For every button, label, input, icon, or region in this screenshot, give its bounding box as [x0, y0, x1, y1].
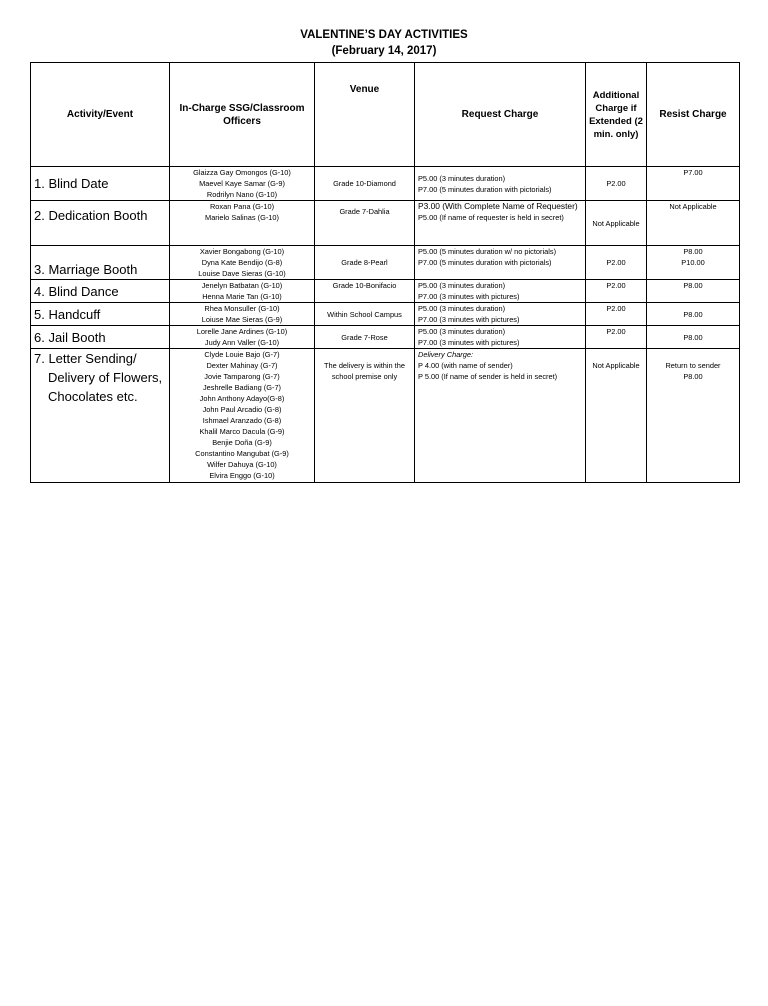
venue-cell: Grade 7-Dahlia — [315, 201, 415, 246]
request-cell — [415, 303, 586, 326]
officer-name: Clyde Louie Bajo (G-7) — [204, 350, 280, 359]
venue-cell: Grade 10-Bonifacio — [315, 280, 415, 303]
request-line: P 5.00 (If name of sender is held in secret) — [418, 372, 558, 381]
header-activity: Activity/Event — [31, 63, 170, 167]
officer-name: Jeshrelle Badiang (G-7) — [202, 383, 282, 392]
table-row — [31, 326, 740, 349]
activities-table — [30, 62, 740, 483]
request-cell — [415, 326, 586, 349]
additional-cell: P2.00 — [586, 303, 647, 326]
resist-cell — [647, 349, 740, 483]
activity-cell: 6. Jail Booth — [31, 326, 170, 349]
venue-cell: The delivery is within the school premise only — [315, 349, 415, 483]
table-row — [31, 349, 740, 483]
header-additional: Additional Charge if Extended (2 min. only) — [586, 63, 647, 167]
activity-cell: 3. Marriage Booth — [31, 246, 170, 280]
officer-name: Lorelle Jane Ardines (G-10) — [196, 327, 288, 336]
officer-name: Maevel Kaye Samar (G-9) — [199, 179, 285, 188]
resist-cell: Not Applicable — [647, 201, 740, 246]
request-line: P7.00 (5 minutes duration with pictorials) — [418, 258, 552, 267]
officer-name: Glaizza Gay Omongos (G-10) — [193, 168, 291, 177]
resist-cell: P8.00 — [647, 280, 740, 303]
officer-name: Dyna Kate Bendijo (G-8) — [201, 258, 283, 267]
resist-cell: P8.00 — [647, 326, 740, 349]
officer-name: John Anthony Adayo(G-8) — [199, 394, 285, 403]
officer-name: Khalil Marco Dacula (G-9) — [199, 427, 285, 436]
table-row — [31, 201, 740, 246]
activity-cell: 4. Blind Dance — [31, 280, 170, 303]
request-line: P7.00 (5 minutes duration with pictorials) — [418, 184, 552, 194]
request-line: P5.00 (5 minutes duration w/ no pictorials) — [418, 247, 557, 256]
officer-name: Rodrilyn Nano (G-10) — [206, 190, 278, 199]
request-cell — [415, 246, 586, 280]
activity-line: 7. Letter Sending/ — [34, 351, 137, 366]
officer-name: Benjie Doña (G-9) — [212, 438, 272, 447]
additional-cell: Not Applicable — [586, 201, 647, 246]
officer-name: Rhea Monsuller (G-10) — [204, 304, 280, 313]
officer-name: Louise Dave Sieras (G-10) — [198, 269, 286, 278]
header-incharge: In-Charge SSG/Classroom Officers — [170, 63, 315, 167]
resist-cell — [647, 246, 740, 280]
officer-name: Elvira Enggo (G-10) — [209, 471, 275, 480]
request-cell — [415, 280, 586, 303]
officer-name: Constantino Mangubat (G-9) — [195, 449, 289, 458]
additional-cell: P2.00 — [586, 280, 647, 303]
activity-cell: 2. Dedication Booth — [31, 201, 170, 246]
venue-cell: Within School Campus — [315, 303, 415, 326]
venue-cell: Grade 7-Rose — [315, 326, 415, 349]
request-line: P7.00 (3 minutes with pictures) — [418, 338, 520, 347]
table-row — [31, 303, 740, 326]
resist-line: P10.00 — [681, 258, 705, 267]
additional-cell: Not Applicable — [586, 349, 647, 483]
request-cell — [415, 201, 586, 246]
header-resist: Resist Charge — [647, 63, 740, 167]
officer-name: Roxan Pana (G-10) — [209, 202, 275, 211]
officers-cell — [170, 349, 315, 483]
request-line: P5.00 (3 minutes duration) — [418, 304, 506, 313]
table-row — [31, 246, 740, 280]
additional-cell: P2.00 — [586, 246, 647, 280]
activity-line: Delivery of Flowers, — [48, 370, 163, 385]
resist-cell: P7.00 — [647, 167, 740, 201]
officers-cell — [170, 246, 315, 280]
officer-name: Judy Ann Valler (G-10) — [204, 338, 280, 347]
request-line: P5.00 (If name of requester is held in secret) — [418, 213, 564, 222]
request-line: P5.00 (3 minutes duration) — [418, 281, 506, 290]
officer-name: Ishmael Aranzado (G-8) — [202, 416, 282, 425]
request-heading: Delivery Charge: — [418, 350, 474, 359]
officer-name: Wilfer Dahuya (G-10) — [207, 460, 277, 469]
officer-name: Loiuse Mae Sieras (G-9) — [201, 315, 283, 324]
resist-line: P8.00 — [683, 247, 703, 256]
request-line: P7.00 (3 minutes with pictures) — [418, 315, 520, 324]
officer-name: Marielo Salinas (G-10) — [205, 213, 279, 222]
request-line: P7.00 (3 minutes with pictures) — [418, 292, 520, 301]
request-line: P 4.00 (with name of sender) — [418, 361, 513, 370]
request-line: P5.00 (3 minutes duration) — [418, 327, 506, 336]
resist-cell: P8.00 — [647, 303, 740, 326]
request-line: P5.00 (3 minutes duration) — [418, 173, 506, 183]
officer-name: Jenelyn Batbatan (G-10) — [201, 281, 283, 290]
activity-cell: 1. Blind Date — [31, 167, 170, 201]
officers-cell — [170, 326, 315, 349]
officers-cell — [170, 280, 315, 303]
officer-name: Xavier Bongabong (G-10) — [199, 247, 285, 256]
header-row — [31, 63, 740, 167]
officers-cell — [170, 201, 315, 246]
additional-cell: P2.00 — [586, 167, 647, 201]
table-row — [31, 167, 740, 201]
officers-cell — [170, 303, 315, 326]
activity-cell — [31, 349, 170, 483]
activity-line: Chocolates etc. — [48, 389, 138, 404]
table-row — [31, 280, 740, 303]
officer-name: Henna Marie Tan (G-10) — [202, 292, 282, 301]
request-cell — [415, 167, 586, 201]
activity-cell: 5. Handcuff — [31, 303, 170, 326]
officers-cell — [170, 167, 315, 201]
venue-cell: Grade 10-Diamond — [315, 167, 415, 201]
venue-cell: Grade 8-Pearl — [315, 246, 415, 280]
document-subtitle: (February 14, 2017) — [331, 45, 437, 57]
resist-line: P8.00 — [683, 372, 703, 381]
header-request: Request Charge — [415, 63, 586, 167]
resist-line: Return to sender — [665, 361, 721, 370]
officer-name: Jovie Tamparong (G-7) — [204, 372, 280, 381]
header-venue: Venue — [315, 63, 415, 167]
request-line: P3.00 (With Complete Name of Requester) — [418, 201, 578, 211]
officer-name: John Paul Arcadio (G-8) — [202, 405, 282, 414]
additional-cell: P2.00 — [586, 326, 647, 349]
request-cell — [415, 349, 586, 483]
officer-name: Dexter Mahinay (G-7) — [206, 361, 278, 370]
document-title: VALENTINE’S DAY ACTIVITIES — [300, 29, 468, 41]
